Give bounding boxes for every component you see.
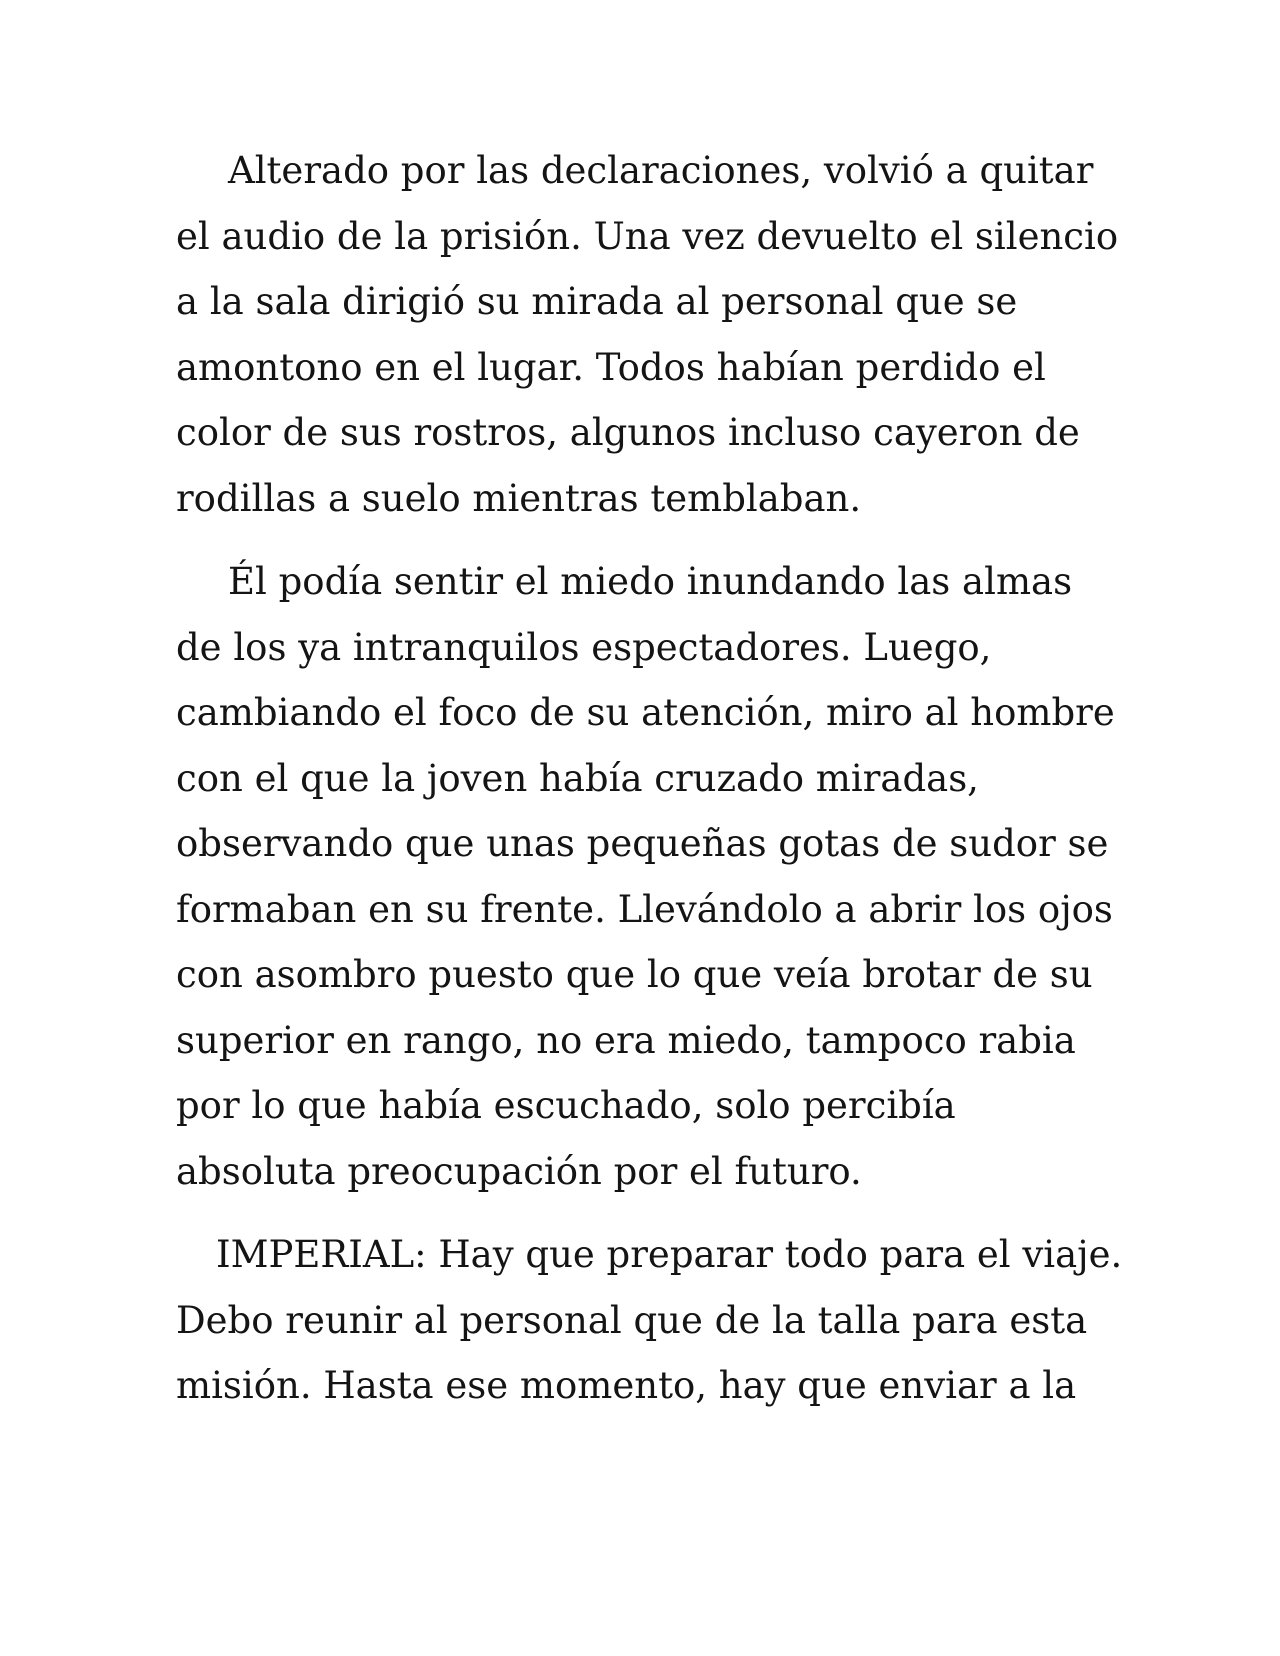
text-line: Él podía sentir el miedo inundando las almas bbox=[228, 560, 1073, 603]
text-line: misión. Hasta ese momento, hay que enviar a la bbox=[176, 1364, 1077, 1407]
text-line: cambiando el foco de su atención, miro al hombre bbox=[176, 691, 1115, 734]
paragraph-1 bbox=[176, 138, 1119, 531]
text-line: rodillas a suelo mientras temblaban. bbox=[176, 476, 862, 520]
paragraph-2 bbox=[176, 549, 1115, 1204]
text-line: formaban en su frente. Llevándolo a abrir los ojos bbox=[176, 887, 1113, 931]
text-line: Debo reunir al personal que de la talla para esta bbox=[176, 1298, 1088, 1342]
body-text bbox=[176, 138, 1123, 1437]
text-line: a la sala dirigió su mirada al personal que se bbox=[176, 280, 1018, 323]
text-line: absoluta preocupación por el futuro. bbox=[176, 1149, 862, 1193]
text-line: Alterado por las declaraciones, volvió a quitar bbox=[228, 149, 1094, 192]
text-line: IMPERIAL: Hay que preparar todo para el viaje. bbox=[216, 1233, 1123, 1276]
text-line: amontono en el lugar. Todos habían perdido el bbox=[176, 345, 1046, 389]
text-line: de los ya intranquilos espectadores. Luego, bbox=[176, 625, 992, 669]
text-line: por lo que había escuchado, solo percibía bbox=[176, 1084, 956, 1127]
paragraph-3 bbox=[176, 1222, 1123, 1419]
text-line: color de sus rostros, algunos incluso cayeron de bbox=[176, 411, 1080, 454]
text-line: con el que la joven había cruzado miradas, bbox=[176, 756, 979, 800]
text-line: con asombro puesto que lo que veía brotar de su bbox=[176, 953, 1093, 996]
text-line: observando que unas pequeñas gotas de sudor se bbox=[176, 822, 1109, 865]
text-line: superior en rango, no era miedo, tampoco rabia bbox=[176, 1018, 1076, 1062]
text-line: el audio de la prisión. Una vez devuelto el silencio bbox=[176, 214, 1119, 258]
